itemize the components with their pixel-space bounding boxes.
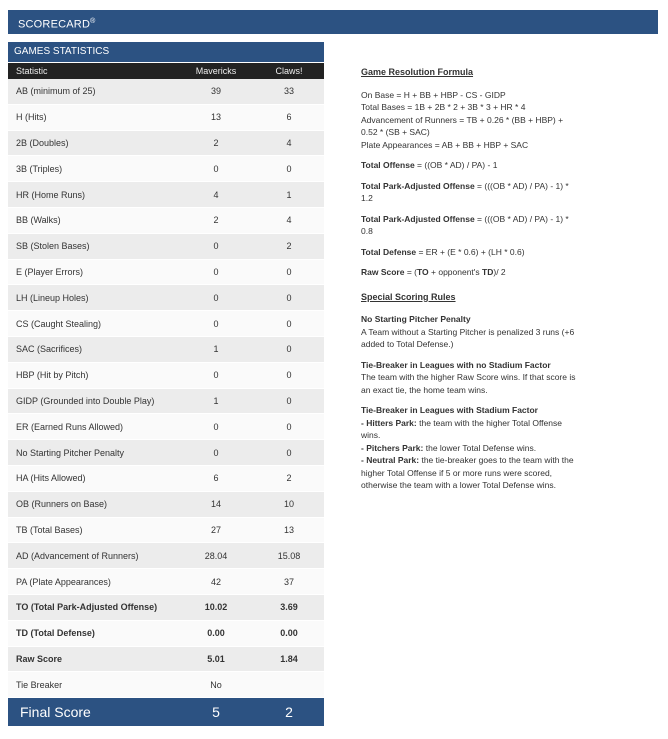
table-row xyxy=(8,182,324,208)
formula-definitions xyxy=(361,89,581,152)
statistic-cell: PA (Plate Appearances) xyxy=(8,569,178,595)
statistic-cell: SB (Stolen Bases) xyxy=(8,233,178,259)
mavericks-value: 0 xyxy=(178,414,254,440)
rule-text: A Team without a Starting Pitcher is penalized 3 runs (+6 added to Total Defense.) xyxy=(361,326,575,349)
formula-text: = (((OB * AD) / PA) - 1) * 0.8 xyxy=(361,213,569,236)
mavericks-value: 0 xyxy=(178,233,254,259)
mavericks-value: 39 xyxy=(178,79,254,104)
statistic-cell: AB (minimum of 25) xyxy=(8,79,178,104)
table-row xyxy=(8,388,324,414)
tie-breaker-value: No xyxy=(178,672,254,698)
table-row xyxy=(8,311,324,337)
claws-value: 0 xyxy=(254,259,324,285)
statistic-cell: SAC (Sacrifices) xyxy=(8,336,178,362)
statistic-cell: AD (Advancement of Runners) xyxy=(8,543,178,569)
claws-value: 2 xyxy=(254,465,324,491)
table-row xyxy=(8,104,324,130)
formula-term: TD xyxy=(482,267,494,277)
total-defense-formula xyxy=(361,246,581,259)
statistic-cell: BB (Walks) xyxy=(8,207,178,233)
statistic-cell: HBP (Hit by Pitch) xyxy=(8,362,178,388)
formula-line: Plate Appearances = AB + BB + HBP + SAC xyxy=(361,139,529,150)
statistic-cell: ER (Earned Runs Allowed) xyxy=(8,414,178,440)
rules-panel xyxy=(361,66,581,500)
mavericks-value: 4 xyxy=(178,182,254,208)
formula-text: )/ 2 xyxy=(493,267,506,277)
rule-text: The team with the higher Raw Score wins. If that score is an exact tie, the home team wins. xyxy=(361,372,576,395)
table-row xyxy=(8,414,324,440)
rule-text: the lower Total Defense wins. xyxy=(423,442,537,453)
formula-text: = ((OB * AD) / PA) - 1 xyxy=(414,160,498,170)
claws-value: 4 xyxy=(254,207,324,233)
claws-value: 1.84 xyxy=(254,646,324,672)
table-row xyxy=(8,285,324,311)
mavericks-value: 6 xyxy=(178,465,254,491)
table-row xyxy=(8,233,324,259)
tie-breaker-label: Tie Breaker xyxy=(8,672,178,698)
formula-label: Total Park-Adjusted Offense xyxy=(361,180,475,191)
formula-text: = (((OB * AD) / PA) - 1) * 1.2 xyxy=(361,180,569,203)
table-row xyxy=(8,465,324,491)
statistic-cell: No Starting Pitcher Penalty xyxy=(8,440,178,466)
formula-text: = ER + (E * 0.6) + (LH * 0.6) xyxy=(416,246,525,257)
claws-value: 0 xyxy=(254,414,324,440)
statistic-cell: HR (Home Runs) xyxy=(8,182,178,208)
stadium-tiebreaker-rule xyxy=(361,404,581,492)
tie-breaker-empty xyxy=(254,672,324,698)
formula-title: Game Resolution Formula xyxy=(361,67,474,77)
park-adjusted-offense-formula-hitters xyxy=(361,180,581,205)
table-row xyxy=(8,543,324,569)
mavericks-value: 0 xyxy=(178,156,254,182)
table-row xyxy=(8,207,324,233)
mavericks-value: 27 xyxy=(178,517,254,543)
claws-value: 4 xyxy=(254,130,324,156)
final-score-mavericks: 5 xyxy=(212,704,220,721)
column-header-claws: Claws! xyxy=(254,63,324,79)
formula-line: Total Bases = 1B + 2B * 2 + 3B * 3 + HR * 4 xyxy=(361,102,526,112)
special-rules-title: Special Scoring Rules xyxy=(361,291,456,302)
mavericks-value: 0 xyxy=(178,362,254,388)
mavericks-value: 1 xyxy=(178,336,254,362)
claws-value: 0 xyxy=(254,362,324,388)
final-score-bar xyxy=(8,698,324,726)
table-row xyxy=(8,336,324,362)
mavericks-value: 2 xyxy=(178,130,254,156)
table-row xyxy=(8,440,324,466)
table-row xyxy=(8,79,324,104)
statistic-cell: 2B (Doubles) xyxy=(8,130,178,156)
no-stadium-tiebreaker-rule xyxy=(361,359,581,397)
table-row xyxy=(8,620,324,646)
claws-value: 2 xyxy=(254,233,324,259)
rule-text: the tie-breaker goes to the team with the higher Total Offense if 5 or more runs were scored, otherwise the team with a lower Total Defense wins. xyxy=(361,455,574,490)
mavericks-value: 28.04 xyxy=(178,543,254,569)
table-row xyxy=(8,491,324,517)
rule-label: - Pitchers Park: xyxy=(361,442,424,453)
rule-title: No Starting Pitcher Penalty xyxy=(361,314,471,324)
rule-label: - Hitters Park: xyxy=(361,417,417,428)
formula-term: TO xyxy=(417,267,429,277)
registered-mark: ® xyxy=(90,18,96,25)
statistic-cell: TD (Total Defense) xyxy=(8,620,178,646)
table-row xyxy=(8,569,324,595)
mavericks-value: 5.01 xyxy=(178,646,254,672)
claws-value: 6 xyxy=(254,104,324,130)
games-statistics-panel xyxy=(8,42,324,726)
claws-value: 13 xyxy=(254,517,324,543)
statistic-cell: TO (Total Park-Adjusted Offense) xyxy=(8,594,178,620)
statistic-cell: OB (Runners on Base) xyxy=(8,491,178,517)
statistic-cell: H (Hits) xyxy=(8,104,178,130)
claws-value: 0 xyxy=(254,156,324,182)
rule-text: the team with the higher Total Offense wins. xyxy=(361,417,562,440)
table-row xyxy=(8,646,324,672)
formula-text: = ( xyxy=(404,267,417,277)
formula-text: + opponent's xyxy=(428,267,483,277)
mavericks-value: 10.02 xyxy=(178,594,254,620)
mavericks-value: 1 xyxy=(178,388,254,414)
mavericks-value: 13 xyxy=(178,104,254,130)
final-score-claws: 2 xyxy=(285,704,293,721)
formula-label: Total Park-Adjusted Offense xyxy=(361,213,475,224)
statistic-cell: TB (Total Bases) xyxy=(8,517,178,543)
claws-value: 15.08 xyxy=(254,543,324,569)
column-header-mavericks: Mavericks xyxy=(178,63,254,79)
final-score-label: Final Score xyxy=(20,704,91,721)
mavericks-value: 14 xyxy=(178,491,254,517)
claws-value: 0 xyxy=(254,388,324,414)
statistic-cell: LH (Lineup Holes) xyxy=(8,285,178,311)
mavericks-value: 0 xyxy=(178,311,254,337)
formula-line: Advancement of Runners = TB + 0.26 * (BB + HBP) + 0.52 * (SB + SAC) xyxy=(361,114,564,137)
mavericks-value: 2 xyxy=(178,207,254,233)
formula-label: Total Offense xyxy=(361,160,415,170)
table-row xyxy=(8,130,324,156)
claws-value: 1 xyxy=(254,182,324,208)
park-adjusted-offense-formula-pitchers xyxy=(361,213,581,238)
mavericks-value: 0 xyxy=(178,440,254,466)
statistic-cell: 3B (Triples) xyxy=(8,156,178,182)
table-row xyxy=(8,259,324,285)
table-row xyxy=(8,517,324,543)
statistics-table-body xyxy=(8,79,324,698)
claws-value: 10 xyxy=(254,491,324,517)
claws-value: 0 xyxy=(254,336,324,362)
table-row xyxy=(8,156,324,182)
claws-value: 37 xyxy=(254,569,324,595)
claws-value: 3.69 xyxy=(254,594,324,620)
claws-value: 0 xyxy=(254,311,324,337)
tie-breaker-row xyxy=(8,672,324,698)
formula-label: Total Defense xyxy=(361,246,417,257)
raw-score-formula xyxy=(361,266,581,279)
claws-value: 0.00 xyxy=(254,620,324,646)
claws-value: 0 xyxy=(254,440,324,466)
statistic-cell: HA (Hits Allowed) xyxy=(8,465,178,491)
games-statistics-title: GAMES STATISTICS xyxy=(8,42,324,63)
rule-label: - Neutral Park: xyxy=(361,455,420,465)
scorecard-header xyxy=(8,10,658,34)
mavericks-value: 0.00 xyxy=(178,620,254,646)
claws-value: 33 xyxy=(254,79,324,104)
rule-title: Tie-Breaker in Leagues with Stadium Factor xyxy=(361,405,538,415)
no-pitcher-penalty-rule xyxy=(361,313,581,351)
statistic-cell: CS (Caught Stealing) xyxy=(8,311,178,337)
statistic-cell: E (Player Errors) xyxy=(8,259,178,285)
mavericks-value: 0 xyxy=(178,285,254,311)
column-header-statistic: Statistic xyxy=(8,63,178,79)
rule-title: Tie-Breaker in Leagues with no Stadium Factor xyxy=(361,359,551,370)
formula-line: On Base = H + BB + HBP - CS - GIDP xyxy=(361,89,506,100)
scorecard-title: SCORECARD xyxy=(18,18,91,31)
table-row xyxy=(8,362,324,388)
statistic-cell: Raw Score xyxy=(8,646,178,672)
total-offense-formula xyxy=(361,159,581,172)
formula-label: Raw Score xyxy=(361,267,405,277)
table-header-row xyxy=(8,63,324,79)
statistics-table xyxy=(8,63,324,698)
claws-value: 0 xyxy=(254,285,324,311)
table-row xyxy=(8,594,324,620)
mavericks-value: 0 xyxy=(178,259,254,285)
statistic-cell: GIDP (Grounded into Double Play) xyxy=(8,388,178,414)
mavericks-value: 42 xyxy=(178,569,254,595)
